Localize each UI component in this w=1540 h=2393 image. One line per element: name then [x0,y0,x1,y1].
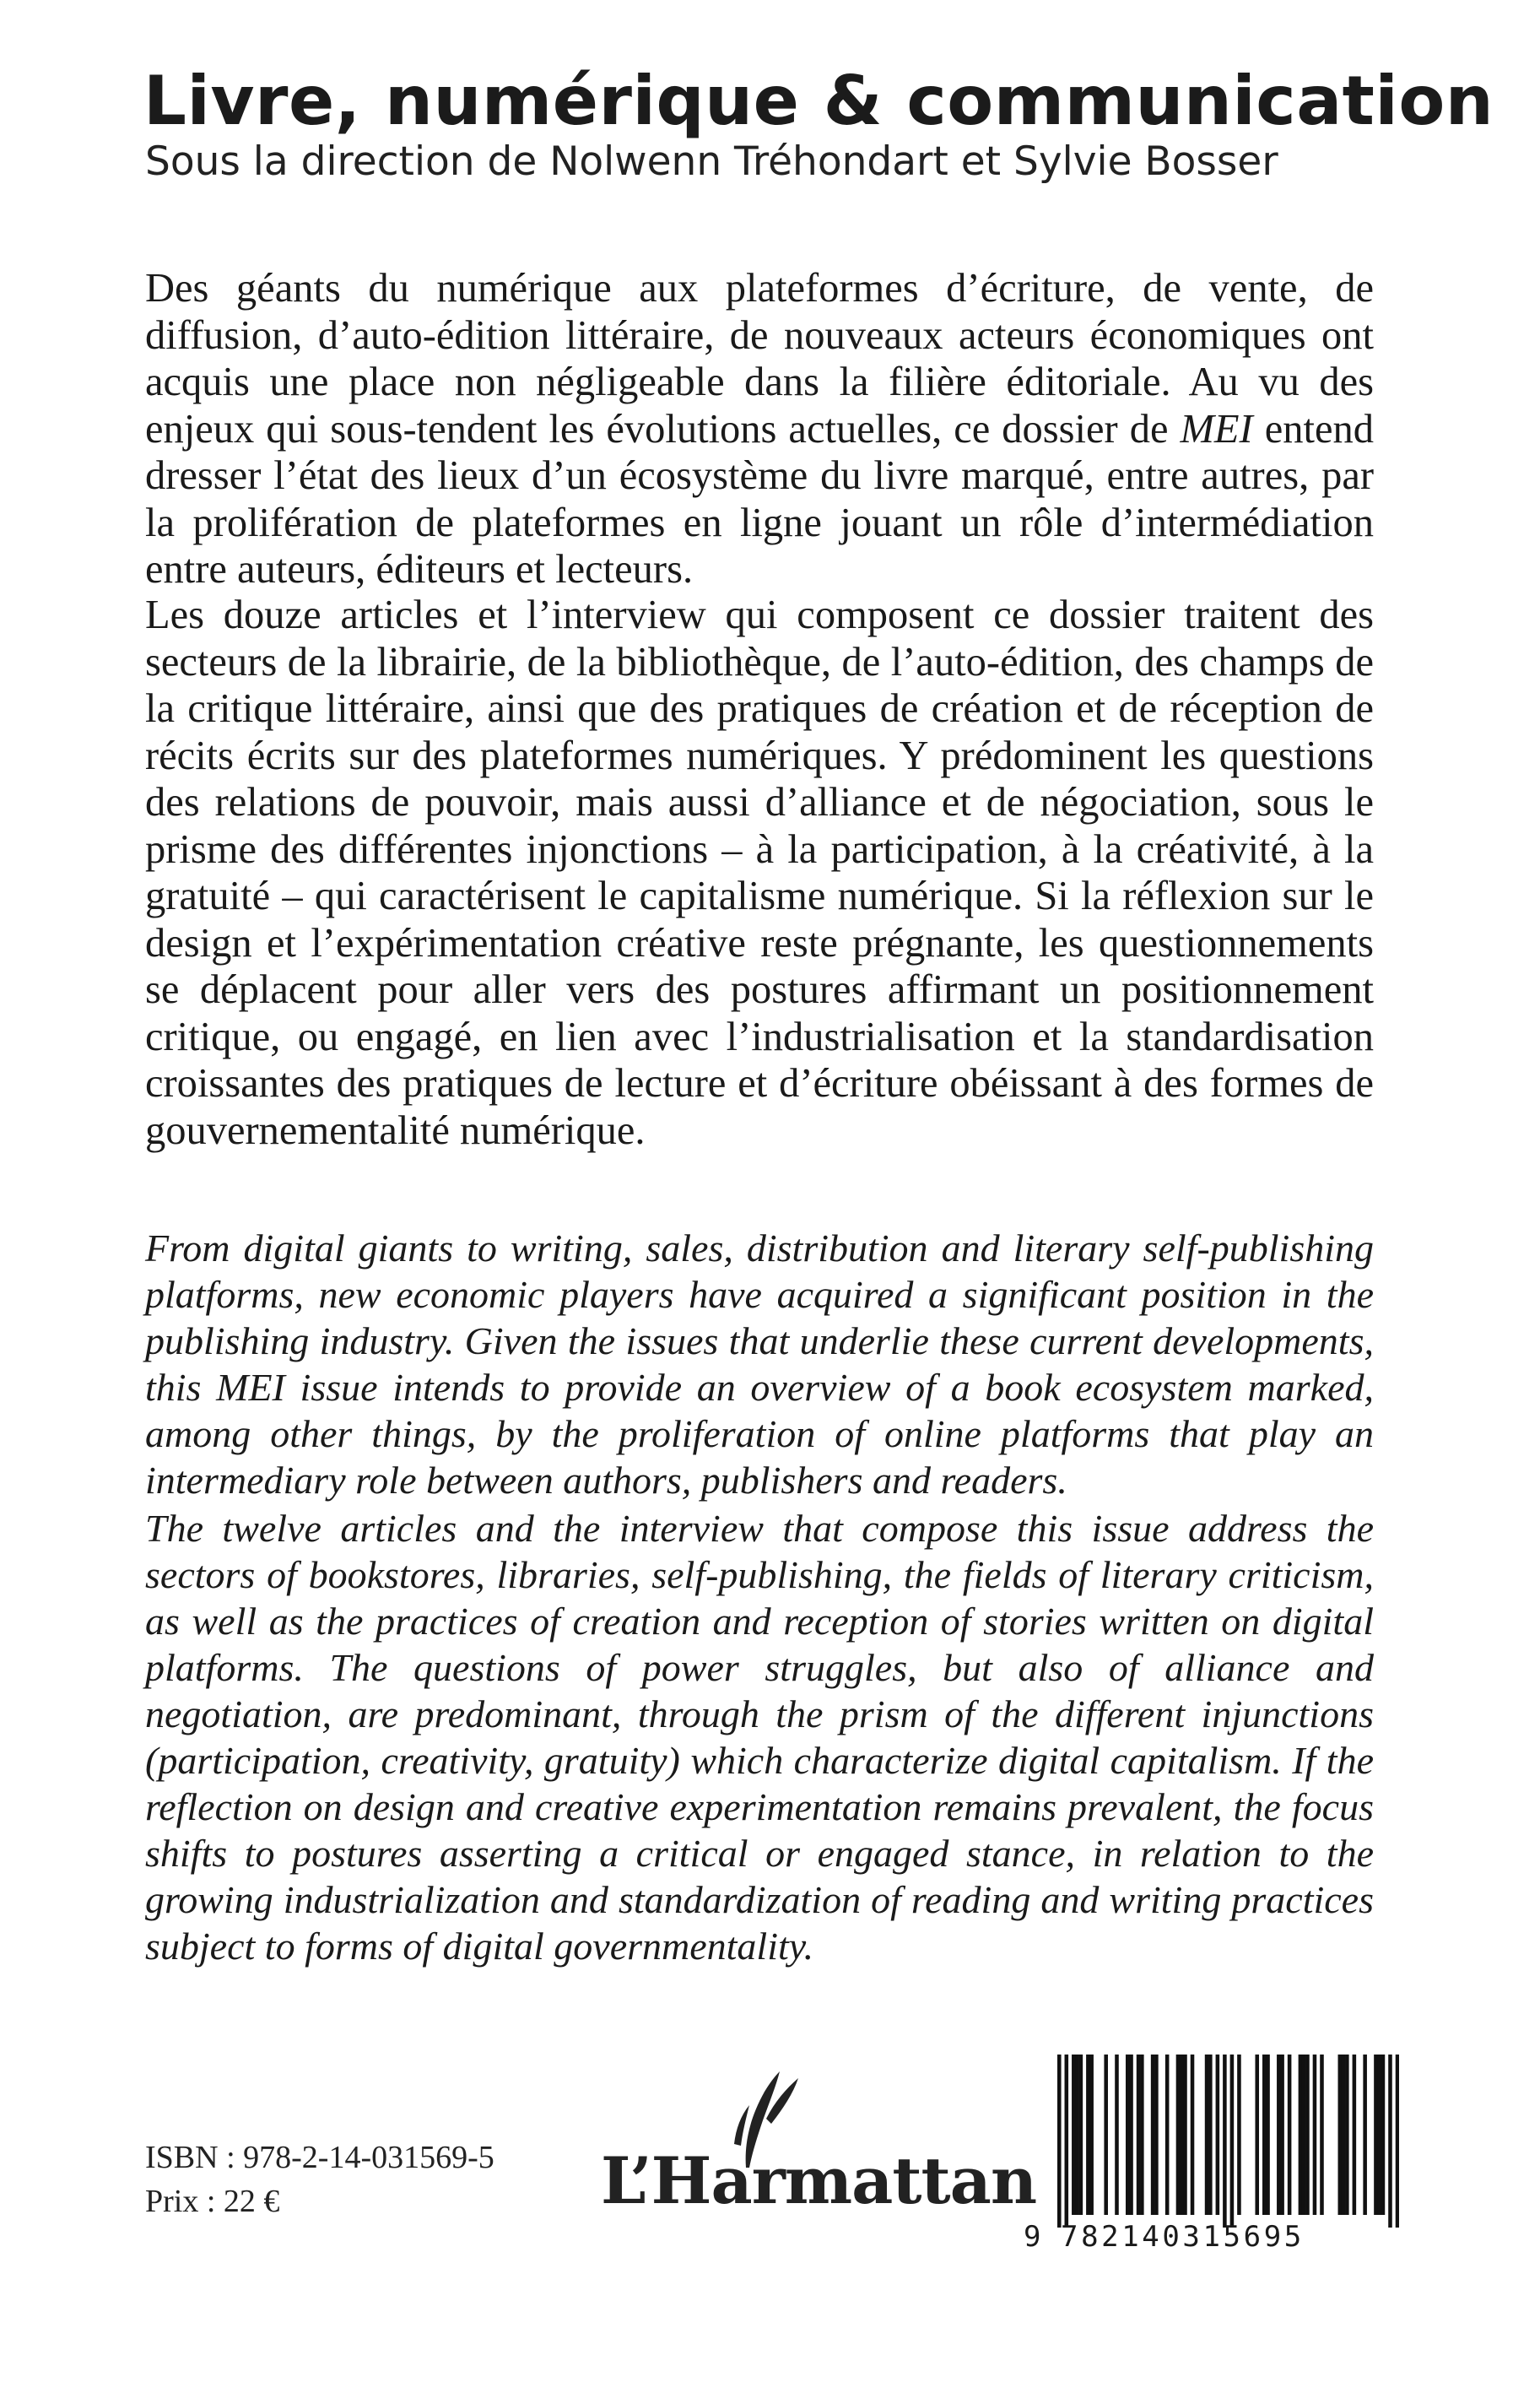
barcode-bar [1353,2055,1357,2215]
barcode-bar [1342,2055,1346,2215]
barcode-bar [1154,2055,1159,2215]
english-paragraph-1: From digital giants to writing, sales, distribution and literary self-publishing platforms, new economic players have acquired a significant position in the publishing industry. Given the issues that underlie these current developments, this MEI issue intends to provide an overview of a book ecosystem marked, among other things, by the proliferation of online platforms that play an intermediary role between authors, publishers and readers. [145,1226,1374,1502]
barcode-bar [1208,2055,1213,2215]
barcode-bar [1377,2055,1381,2215]
barcode-bar [1345,2055,1349,2215]
french-paragraph-1 [145,265,1374,593]
barcode-bar [1176,2055,1181,2215]
barcode-bar [1165,2055,1170,2215]
barcode-bar [1223,2055,1227,2228]
barcode-bar [1396,2055,1399,2228]
french-paragraph-1-start: Des géants du numérique aux plateformes d’écriture, de vente, de diffusion, d’auto-édition littéraire, de nouveaux acteurs économiques ont acquis une place non négligeable dans la filière éditoriale. Au vu des enjeux qui sous-tendent les évolutions actuelles, ce dossier de [145,266,1374,452]
barcode-bar [1191,2055,1195,2215]
barcode-bar [1086,2055,1090,2215]
barcode-bar [1075,2055,1079,2215]
barcode-bar [1320,2055,1324,2215]
publisher-name: L’Harmattan [601,2143,1037,2218]
price-label: Prix : 22 € [145,2184,280,2219]
french-paragraph-1-end: entend dresser l’état des lieux d’un écosystème du livre marqué, entre autres, par la prolifération de plateformes en ligne jouant un rôle d’intermédiation entre auteurs, éditeurs et lecteurs. [145,406,1374,592]
barcode-bar [1216,2055,1220,2215]
barcode-bar [1137,2055,1141,2215]
isbn-label: ISBN : 978-2-14-031569-5 [145,2140,494,2175]
barcode-bar [1280,2055,1284,2215]
barcode-bar [1277,2055,1281,2215]
barcode-lead-digit: 9 [1024,2220,1041,2254]
barcode-icon [1057,2055,1399,2228]
book-title: Livre, numérique & communication [143,62,1494,140]
barcode-bar [1299,2055,1303,2215]
barcode-bar [1183,2055,1187,2215]
barcode-digits: 782140315695 [1061,2220,1305,2254]
barcode-bar [1180,2055,1184,2215]
english-paragraph-2: The twelve articles and the interview that compose this issue address the sectors of bookstores, libraries, self-publishing, the fields of literary criticism, as well as the practices of creation and reception of stories written on digital platforms. The questions of power struggles, but also of alliance and negotiation, are predominant, through the prism of the different injunctions (participation, creativity, gratuity) which characterize digital capitalism. If the reflection on design and creative experimentation remains prevalent, the focus shifts to postures asserting a critical or engaged stance, in relation to the growing industrialization and standardization of reading and writing practices subject to forms of digital governmentality. [145,1507,1374,1968]
barcode-bar [1288,2055,1292,2215]
barcode-bar [1255,2055,1259,2215]
barcode-bar [1079,2055,1083,2215]
barcode-bar [1089,2055,1094,2215]
barcode-bar [1262,2055,1267,2215]
barcode-bar [1230,2055,1235,2228]
barcode-bar [1313,2055,1317,2215]
barcode-bar [1363,2055,1367,2215]
barcode-bar [1065,2055,1069,2228]
publisher-logo [601,2068,1037,2237]
barcode-bar [1126,2055,1130,2215]
barcode-bar [1388,2055,1392,2228]
barcode-bar [1072,2055,1076,2215]
barcode-bar [1140,2055,1144,2215]
barcode-bar [1266,2055,1270,2215]
barcode-bar [1381,2055,1386,2215]
barcode-bar [1057,2055,1062,2228]
isbn-barcode [1024,2055,1403,2257]
barcode-bar [1115,2055,1119,2215]
barcode-bar [1338,2055,1343,2215]
barcode-bar [1205,2055,1209,2215]
book-editors: Sous la direction de Nolwenn Tréhondart et Sylvie Bosser [145,138,1278,185]
barcode-bar [1129,2055,1133,2215]
barcode-bar [1374,2055,1378,2215]
journal-name: MEI [1180,406,1253,452]
french-paragraph-2: Les douze articles et l’interview qui composent ce dossier traitent des secteurs de la librairie, de la bibliothèque, de l’auto-édition, des champs de la critique littéraire, ainsi que des pratiques de création et de réception de récits écrits sur des plateformes numériques. Y prédominent les questions des relations de pouvoir, mais aussi d’alliance et de négociation, sous le prisme des différentes injonctions – à la participation, à la créativité, à la gratuité – qui caractérisent le capitalisme numérique. Si la réflexion sur le design et l’expérimentation créative reste prégnante, les questionnements se déplacent pour aller vers des postures affirmant un positionnement critique, ou engagé, en lien avec l’industrialisation et la standardisation croissantes des pratiques de lecture et d’écriture obéissant à des formes de gouvernementalité numérique. [145,593,1374,1153]
barcode-bar [1104,2055,1108,2215]
barcode-bar [1151,2055,1155,2215]
barcode-bar [1305,2055,1310,2215]
barcode-bar [1302,2055,1306,2215]
barcode-bar [1237,2055,1241,2215]
